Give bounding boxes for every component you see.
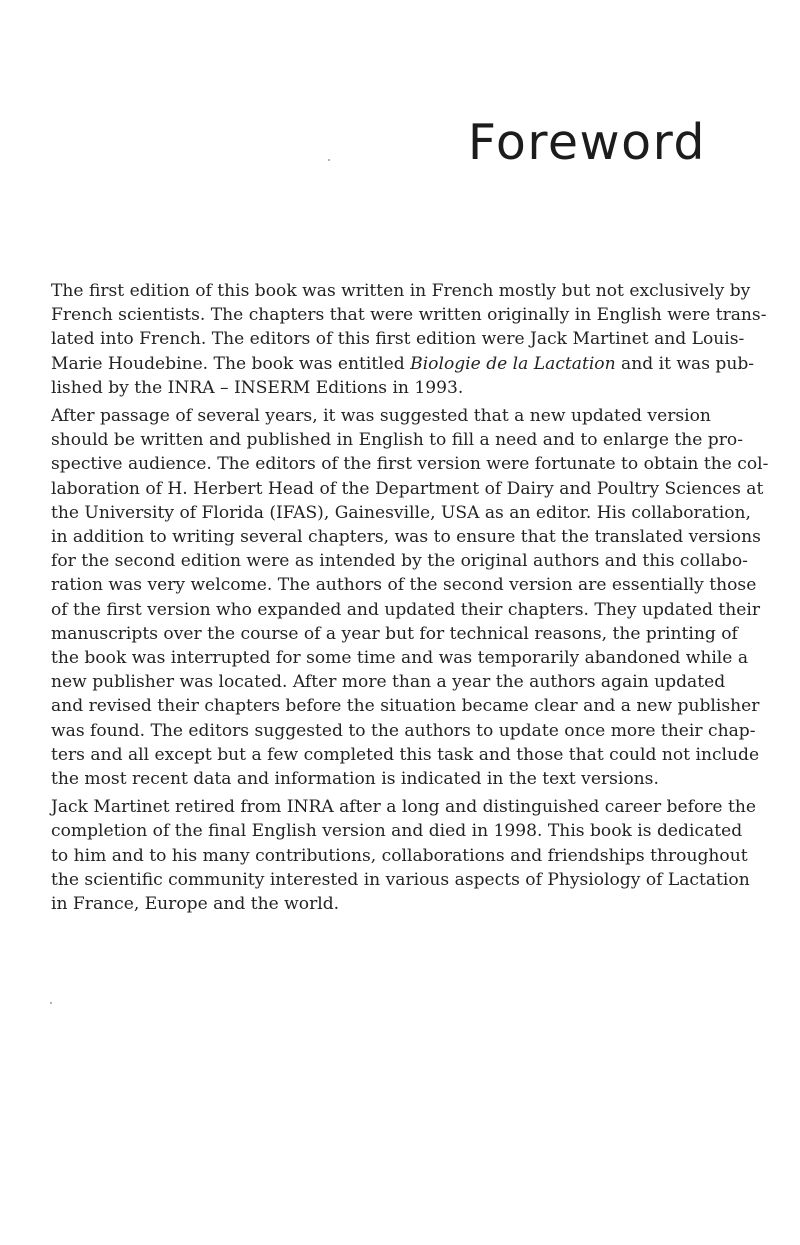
text-line (51, 404, 711, 428)
foreword-body (51, 279, 769, 920)
text-line (51, 303, 767, 327)
text-line (51, 646, 749, 670)
text-segment: and revised their chapters before the situation became clear and a new publisher (51, 696, 760, 717)
text-line (51, 819, 743, 843)
text-segment: lated into French. The editors of this first edition were Jack Martinet and Louis- (51, 329, 745, 350)
text-line (51, 549, 748, 573)
text-line (51, 795, 756, 819)
text-segment: the University of Florida (IFAS), Gainesville, USA as an editor. His collaboration, (51, 502, 751, 523)
text-segment: French scientists. The chapters that were written originally in English were trans- (51, 305, 767, 326)
text-segment: the book was interrupted for some time and was temporarily abandoned while a (51, 648, 749, 669)
text-segment: the scientific community interested in various aspects of Physiology of Lactation (51, 869, 750, 890)
text-line (51, 743, 760, 767)
text-line (51, 694, 760, 718)
text-line (51, 352, 755, 376)
page-title: Foreword (467, 114, 706, 171)
text-line (51, 719, 756, 743)
text-line (51, 892, 707, 916)
text-line (51, 844, 748, 868)
text-line (51, 428, 743, 452)
paragraph (51, 279, 767, 400)
scan-speck (328, 159, 330, 161)
text-segment: ters and all except but a few completed this task and those that could not include (51, 744, 760, 765)
text-segment: laboration of H. Herbert Head of the Department of Dairy and Poultry Sciences at (51, 478, 764, 499)
text-segment: and it was pub- (615, 353, 755, 374)
paragraph (51, 404, 769, 791)
text-line (51, 501, 751, 525)
text-segment: to him and to his many contributions, collaborations and friendships throughout (51, 845, 748, 866)
text-line (51, 573, 757, 597)
book-title-italic: Biologie de la Lactation (410, 353, 616, 374)
text-segment: manuscripts over the course of a year but for technical reasons, the printing of (51, 623, 738, 644)
scan-speck (50, 1002, 52, 1004)
text-line (51, 622, 738, 646)
text-line (51, 279, 751, 303)
text-line (51, 868, 750, 892)
text-segment: spective audience. The editors of the first version were fortunate to obtain the col- (51, 454, 769, 475)
text-line (51, 670, 726, 694)
text-segment: ration was very welcome. The authors of the second version are essentially those (51, 575, 757, 596)
text-segment: of the first version who expanded and updated their chapters. They updated their (51, 599, 761, 620)
text-segment: The first edition of this book was written in French mostly but not exclusively by (51, 281, 751, 301)
text-segment: completion of the final English version and died in 1998. This book is dedicated (51, 821, 743, 842)
text-segment: new publisher was located. After more than a year the authors again updated (51, 672, 726, 693)
text-line (51, 477, 764, 501)
text-segment: was found. The editors suggested to the authors to update once more their chap- (51, 720, 756, 741)
text-segment: Jack Martinet retired from INRA after a long and distinguished career before the (51, 797, 756, 818)
text-segment: should be written and published in English to fill a need and to enlarge the pro- (51, 430, 743, 451)
paragraph (51, 795, 756, 916)
text-segment: lished by the INRA – INSERM Editions in 1993. (51, 377, 464, 398)
text-line (51, 376, 707, 400)
text-segment: in addition to writing several chapters, was to ensure that the translated versions (51, 527, 761, 548)
text-line (51, 525, 761, 549)
text-line (51, 327, 745, 351)
text-segment: the most recent data and information is indicated in the text versions. (51, 769, 659, 790)
text-line (51, 767, 707, 791)
text-line (51, 598, 761, 622)
text-segment: for the second edition were as intended by the original authors and this collabo- (51, 551, 748, 572)
text-segment: Marie Houdebine. The book was entitled (51, 353, 411, 374)
text-segment: After passage of several years, it was suggested that a new updated version (51, 406, 711, 427)
text-line (51, 452, 769, 476)
text-segment: in France, Europe and the world. (51, 894, 340, 915)
